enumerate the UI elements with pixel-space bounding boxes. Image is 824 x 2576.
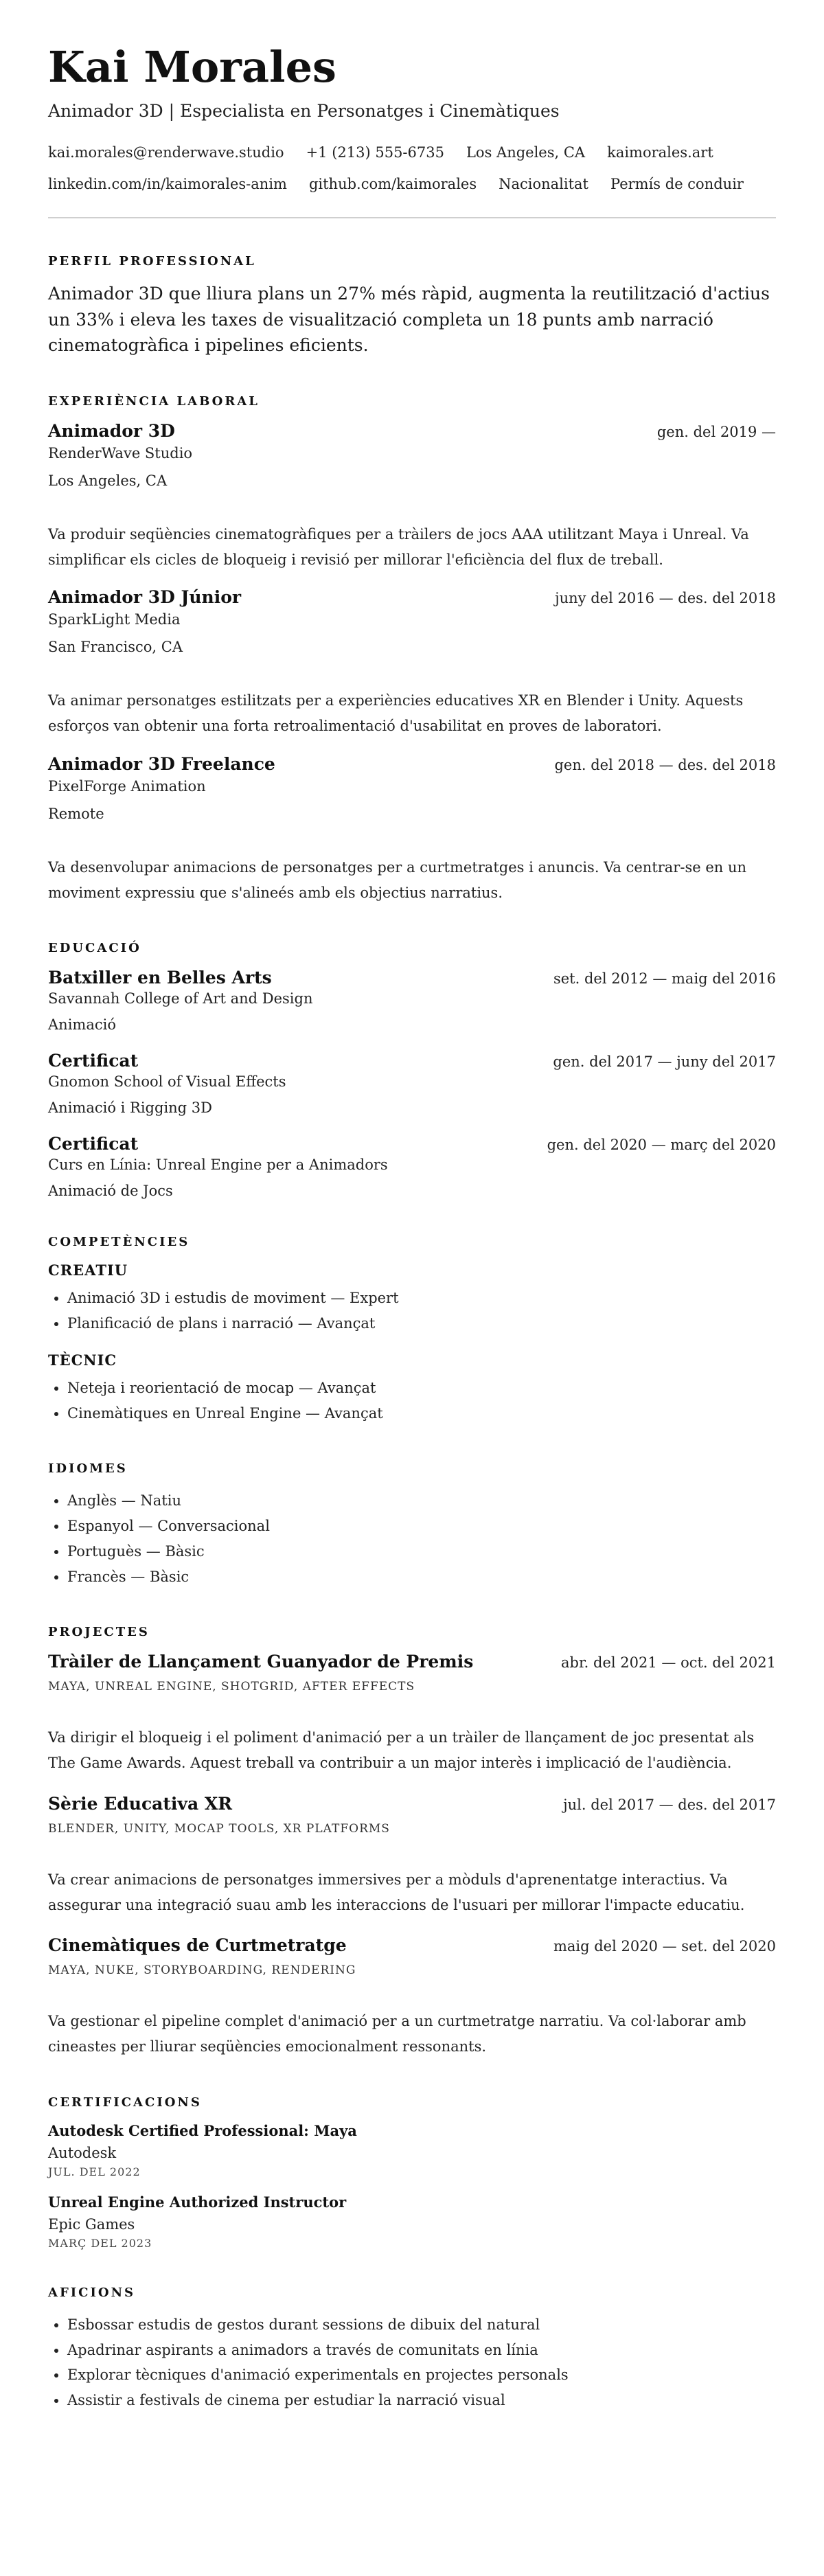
- contact-row-2: [48, 176, 776, 192]
- degree-name: Certificat: [48, 1134, 139, 1154]
- education-date: set. del 2012 — maig del 2016: [553, 970, 776, 988]
- project-tech: MAYA, UNREAL ENGINE, SHOTGRID, AFTER EFFECTS: [48, 1680, 415, 1694]
- certification-date: JUL. DEL 2022: [48, 2165, 141, 2178]
- contact-email[interactable]: kai.morales@renderwave.studio: [48, 144, 284, 161]
- education-entry: [48, 968, 776, 1033]
- contact-nationality: Nacionalitat: [499, 176, 589, 193]
- project-name: Sèrie Educativa XR: [48, 1793, 233, 1814]
- section-title: IDIOMES: [48, 1461, 128, 1477]
- education-date: gen. del 2017 — juny del 2017: [553, 1053, 776, 1071]
- contact-website[interactable]: kaimorales.art: [607, 144, 713, 161]
- job-company: RenderWave Studio: [48, 444, 193, 461]
- education-section: [48, 941, 776, 1199]
- section-title: CERTIFICACIONS: [48, 2095, 202, 2110]
- language-item: • Portuguès — Bàsic: [67, 1539, 776, 1564]
- study-field: Animació: [48, 1016, 116, 1034]
- job-date: gen. del 2018 — des. del 2018: [554, 756, 776, 773]
- contact-row-1: [48, 144, 776, 161]
- language-item: • Espanyol — Conversacional: [67, 1514, 776, 1539]
- contact-phone[interactable]: +1 (213) 555-6735: [306, 144, 444, 161]
- project-name: Tràiler de Llançament Guanyador de Premis: [48, 1652, 474, 1672]
- section-title: EDUCACIÓ: [48, 941, 141, 956]
- language-item: • Francès — Bàsic: [67, 1564, 776, 1590]
- degree-name: Batxiller en Belles Arts: [48, 968, 272, 988]
- experience-entry: [48, 587, 776, 739]
- project-description: Va gestionar el pipeline complet d'animació per a un curtmetratge narratiu. Va col·laborar amb cineastes per lliurar seqüències emocionalment ressonants.: [48, 2013, 746, 2055]
- certification-date: MARÇ DEL 2023: [48, 2236, 152, 2250]
- skill-item: • Animació 3D i estudis de moviment — Expert: [67, 1286, 776, 1311]
- skill-category: CREATIU: [48, 1262, 128, 1279]
- project-entry: [48, 1652, 776, 1776]
- projects-section: [48, 1625, 776, 2060]
- certification-issuer: Autodesk: [48, 2144, 117, 2161]
- candidate-tagline: Animador 3D | Especialista en Personatges i Cinemàtiques: [48, 101, 560, 122]
- candidate-name: Kai Morales: [48, 42, 336, 92]
- job-role: Animador 3D Freelance: [48, 753, 275, 774]
- contact-driving-license: Permís de conduir: [610, 176, 744, 193]
- certifications-section: [48, 2095, 776, 2250]
- section-title: PROJECTES: [48, 1625, 150, 1640]
- contact-github[interactable]: github.com/kaimorales: [308, 176, 477, 193]
- skill-item: • Planificació de plans i narració — Avançat: [67, 1311, 776, 1336]
- skills-section: [48, 1235, 776, 1426]
- section-title: AFICIONS: [48, 2285, 136, 2300]
- degree-name: Certificat: [48, 1051, 139, 1071]
- resume-header: [48, 43, 776, 218]
- contact-location: Los Angeles, CA: [466, 144, 586, 161]
- experience-section: [48, 394, 776, 906]
- job-description: Va desenvolupar animacions de personatges per a curtmetratges i anuncis. Va centrar-se en un moviment expressiu que s'alineés amb els objectius narratius.: [48, 858, 747, 901]
- project-entry: [48, 1794, 776, 1918]
- job-description: Va produir seqüències cinematogràfiques per a tràilers de jocs AAA utilitzant Maya i Unreal. Va simplificar els cicles de bloqueig i revisió per millorar l'eficiència del flux de treball.: [48, 525, 749, 568]
- education-entry: [48, 1134, 776, 1199]
- job-date: juny del 2016 — des. del 2018: [555, 590, 776, 607]
- hobby-item: • Assistir a festivals de cinema per estudiar la narració visual: [67, 2388, 776, 2413]
- project-name: Cinemàtiques de Curtmetratge: [48, 1935, 347, 1956]
- contact-linkedin[interactable]: linkedin.com/in/kaimorales-anim: [48, 176, 287, 193]
- summary-text: Animador 3D que lliura plans un 27% més ràpid, augmenta la reutilització d'actius un 33% i eleva les taxes de visualització completa un 18 punts amb narració cinematogràfica i pipelines eficients.: [48, 284, 770, 356]
- hobby-item: • Esbossar estudis de gestos durant sessions de dibuix del natural: [67, 2312, 776, 2338]
- school-name: Curs en Línia: Unreal Engine per a Animadors: [48, 1156, 388, 1174]
- school-name: Gnomon School of Visual Effects: [48, 1073, 286, 1091]
- certification-name: Autodesk Certified Professional: Maya: [48, 2121, 357, 2139]
- skill-list: [48, 1286, 776, 1336]
- skill-group: [48, 1262, 776, 1336]
- section-title: EXPERIÈNCIA LABORAL: [48, 394, 260, 409]
- hobbies-section: [48, 2286, 776, 2413]
- skill-item: • Cinemàtiques en Unreal Engine — Avançat: [67, 1401, 776, 1426]
- study-field: Animació i Rigging 3D: [48, 1099, 212, 1117]
- certification-entry: [48, 2122, 776, 2178]
- project-date: abr. del 2021 — oct. del 2021: [560, 1654, 776, 1672]
- language-item: • Anglès — Natiu: [67, 1488, 776, 1514]
- experience-entry: [48, 421, 776, 573]
- job-company: PixelForge Animation: [48, 777, 206, 795]
- certification-name: Unreal Engine Authorized Instructor: [48, 2193, 347, 2211]
- hobby-item: • Explorar tècniques d'animació experimentals en projectes personals: [67, 2362, 776, 2388]
- experience-entry: [48, 754, 776, 906]
- skill-list: [48, 1376, 776, 1426]
- job-role: Animador 3D Júnior: [48, 587, 242, 608]
- header-divider: [48, 217, 776, 218]
- skill-category: TÈCNIC: [48, 1351, 117, 1369]
- certification-entry: [48, 2193, 776, 2250]
- job-company: SparkLight Media: [48, 611, 181, 628]
- hobby-list: [48, 2312, 776, 2413]
- section-title: COMPETÈNCIES: [48, 1235, 190, 1250]
- language-list: [48, 1488, 776, 1589]
- job-location: Remote: [48, 805, 104, 822]
- project-tech: MAYA, NUKE, STORYBOARDING, RENDERING: [48, 1963, 356, 1978]
- project-entry: [48, 1935, 776, 2060]
- certification-issuer: Epic Games: [48, 2215, 135, 2233]
- summary-section: [48, 254, 776, 358]
- job-location: San Francisco, CA: [48, 639, 183, 656]
- job-description: Va animar personatges estilitzats per a experiències educatives XR en Blender i Unity. Aquests esforços van obtenir una forta retroalimentació d'usabilitat en proves de laboratori.: [48, 692, 744, 735]
- job-date: gen. del 2019 —: [656, 423, 776, 440]
- project-date: maig del 2020 — set. del 2020: [553, 1938, 776, 1955]
- job-role: Animador 3D: [48, 420, 175, 441]
- education-date: gen. del 2020 — març del 2020: [547, 1137, 776, 1154]
- section-title: PERFIL PROFESSIONAL: [48, 254, 256, 269]
- education-entry: [48, 1051, 776, 1116]
- project-tech: BLENDER, UNITY, MOCAP TOOLS, XR PLATFORMS: [48, 1821, 390, 1836]
- study-field: Animació de Jocs: [48, 1183, 173, 1200]
- languages-section: [48, 1461, 776, 1589]
- job-location: Los Angeles, CA: [48, 472, 168, 489]
- skill-item: • Neteja i reorientació de mocap — Avançat: [67, 1376, 776, 1401]
- hobby-item: • Apadrinar aspirants a animadors a través de comunitats en línia: [67, 2338, 776, 2363]
- project-description: Va dirigir el bloqueig i el poliment d'animació per a un tràiler de llançament de joc presentat als The Game Awards. Aquest treball va contribuir a un major interès i implicació de l'audiència.: [48, 1729, 755, 1772]
- skill-group: [48, 1352, 776, 1426]
- project-description: Va crear animacions de personatges immersives per a mòduls d'aprenentatge interactius. Va assegurar una integració suau amb les interaccions de l'usuari per millorar l'impacte educatiu.: [48, 1871, 745, 1913]
- school-name: Savannah College of Art and Design: [48, 990, 313, 1007]
- project-date: jul. del 2017 — des. del 2017: [563, 1796, 776, 1813]
